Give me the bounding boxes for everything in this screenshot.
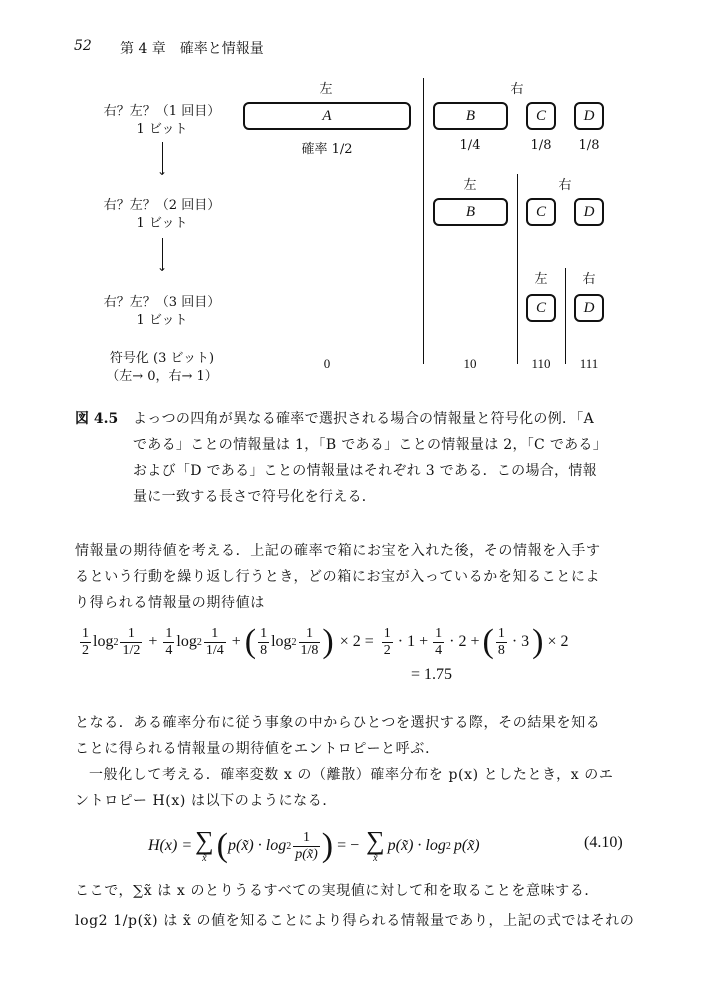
box-c-row3: C bbox=[526, 294, 556, 322]
code-d: 111 bbox=[579, 356, 599, 371]
box-c-row2: C bbox=[526, 198, 556, 226]
para1-line-1: 情報量の期待値を考える．上記の確率で箱にお宝を入れた後，その情報を入手す bbox=[75, 543, 601, 559]
divider-1 bbox=[423, 78, 424, 364]
caption-line-4: 量に一致する長さで符号化を行える． bbox=[133, 489, 377, 505]
box-a: A bbox=[243, 102, 411, 130]
header-left-3: 左 bbox=[534, 272, 548, 287]
box-d-row2: D bbox=[574, 198, 604, 226]
round-2-bits: 1 ビット bbox=[136, 216, 188, 231]
code-a: 0 bbox=[323, 356, 331, 371]
box-d-row1: D bbox=[574, 102, 604, 130]
header-right: 右 bbox=[510, 82, 524, 97]
equation-entropy: H(x) = ∑ x̃ ( p(x̃) · log 2 $\frac{1}{p(x̃)}$ ) = − ∑ x̃ p(x̃) · log 2 p(x̃) bbox=[148, 826, 480, 864]
prob-d: 1/8 bbox=[578, 138, 600, 153]
divider-2 bbox=[517, 174, 518, 364]
box-b-row2: B bbox=[433, 198, 508, 226]
coding-rule: （左→ 0，右→ 1） bbox=[106, 369, 218, 384]
arrow-1-head: ⌄ bbox=[156, 164, 168, 178]
box-c-row1: C bbox=[526, 102, 556, 130]
equation-expected-info: $\frac{1}{2}$ log 2 $\frac{1}{1/2}$ + $\frac{1}{4}$ log 2 $\frac{1}{1/4}$ + ( $\frac{1}{8}$ log 2 $\frac{1}{1/8}$ ) × 2 = $\frac{1}{2}$ · 1 + $\frac{1}{4}$ · 2 + ( $\frac{1}{8}$ · 3 ) × 2 bbox=[82, 623, 569, 660]
caption-label: 図 4.5 bbox=[75, 411, 119, 427]
header-right-2: 右 bbox=[558, 178, 572, 193]
para2-line-1: となる．ある確率分布に従う事象の中からひとつを選択する際，その結果を知る bbox=[75, 715, 601, 731]
prob-c: 1/8 bbox=[530, 138, 552, 153]
caption-line-1: よっつの四角が異なる確率で選択される場合の情報量と符号化の例．「A bbox=[133, 411, 595, 427]
caption-line-2: である」ことの情報量は 1，「B である」ことの情報量は 2，「C である」 bbox=[133, 437, 608, 453]
divider-3 bbox=[565, 268, 566, 364]
box-d-row3: D bbox=[574, 294, 604, 322]
chapter-title: 第 4 章 確率と情報量 bbox=[120, 41, 264, 57]
header-left-2: 左 bbox=[463, 178, 477, 193]
round-3-question: 右？左？（3 回目） bbox=[103, 295, 221, 310]
coding-title: 符号化 (3 ビット) bbox=[109, 351, 215, 366]
para1-line-2: るという行動を繰り返し行うとき，どの箱にお宝が入っているかを知ることによ bbox=[75, 569, 601, 585]
para3-line-1: ここで，∑x̃ は x のとりうるすべての実現値に対して和を取ることを意味する． bbox=[75, 883, 599, 899]
round-3-bits: 1 ビット bbox=[136, 313, 188, 328]
para2-line-3: 一般化して考える．確率変数 x の（離散）確率分布を p(x) としたとき，x のエ bbox=[89, 767, 614, 783]
prob-b: 1/4 bbox=[459, 138, 481, 153]
round-1-question: 右？左？（1 回目） bbox=[103, 104, 221, 119]
caption-line-3: および「D である」ことの情報量はそれぞれ 3 である．この場合，情報 bbox=[133, 463, 597, 479]
arrow-2-head: ⌄ bbox=[156, 260, 168, 274]
prob-a: 確率 1/2 bbox=[301, 142, 353, 157]
header-left: 左 bbox=[319, 82, 333, 97]
page-number: 52 bbox=[74, 38, 92, 54]
header-right-3: 右 bbox=[582, 272, 596, 287]
code-c: 110 bbox=[531, 356, 551, 371]
box-b-row1: B bbox=[433, 102, 508, 130]
equation-number: (4.10) bbox=[584, 834, 623, 851]
para3-line-2: log2 1/p(x̃) は x̃ の値を知ることにより得られる情報量であり，上記の式ではそれの bbox=[75, 913, 635, 929]
equation-result: = 1.75 bbox=[411, 666, 453, 683]
para1-line-3: り得られる情報量の期待値は bbox=[75, 595, 265, 611]
para2-line-4: ントロピー H(x) は以下のようになる． bbox=[75, 793, 337, 809]
round-2-question: 右？左？（2 回目） bbox=[103, 198, 221, 213]
para2-line-2: ことに得られる情報量の期待値をエントロピーと呼ぶ． bbox=[75, 741, 440, 757]
round-1-bits: 1 ビット bbox=[136, 122, 188, 137]
code-b: 10 bbox=[463, 356, 477, 371]
